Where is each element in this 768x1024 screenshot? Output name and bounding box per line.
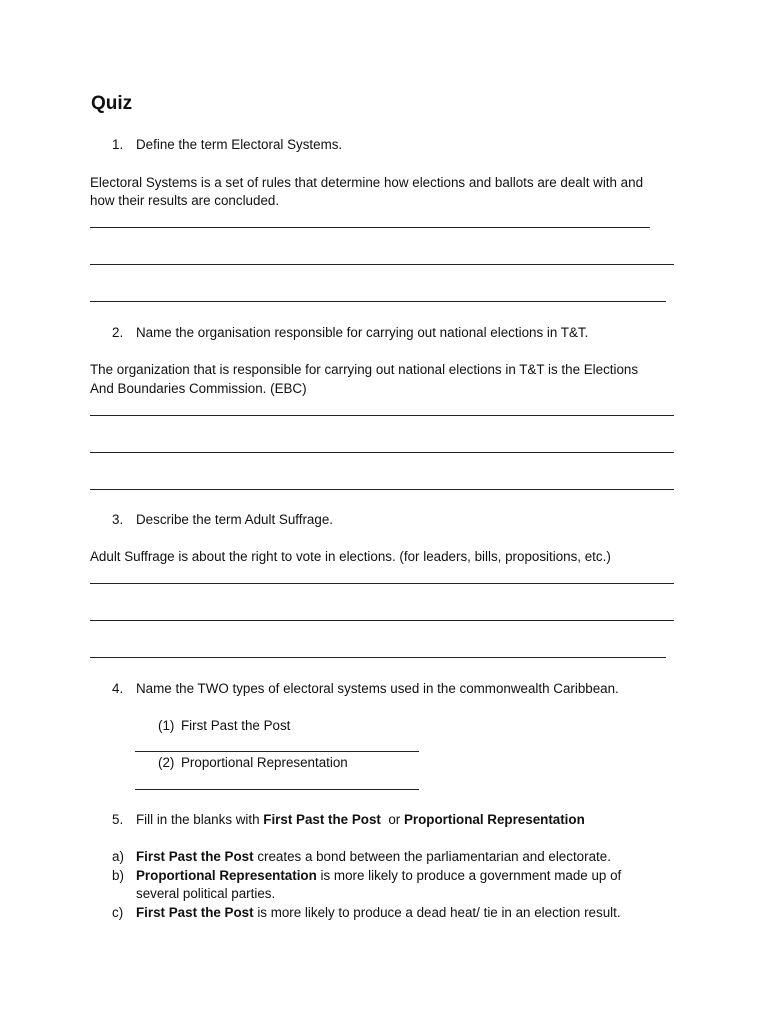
- sub-answer-b-continued: several political parties.: [136, 886, 276, 901]
- answer-1-line-2: how their results are concluded.: [90, 193, 280, 208]
- sub-answer-a: [136, 848, 611, 867]
- question-5-option-1: First Past the Post: [263, 812, 381, 827]
- sub-answer-label-c: c): [112, 905, 124, 920]
- question-number-2: 2.: [112, 325, 124, 340]
- list-item-2-text: Proportional Representation: [181, 755, 348, 770]
- answer-blank-line: [90, 620, 674, 621]
- answer-2-line-1: The organization that is responsible for carrying out national elections in T&T is the Elections: [90, 362, 639, 377]
- answer-blank-line: [90, 657, 666, 658]
- list-item-number-1: (1): [158, 718, 175, 733]
- question-number-1: 1.: [112, 137, 124, 152]
- answer-blank-line: [90, 452, 674, 453]
- question-5-option-2: Proportional Representation: [403, 812, 585, 827]
- sub-answer-c: [136, 904, 621, 923]
- question-number-5: 5.: [112, 812, 124, 827]
- sub-answer-c-bold: First Past the Post: [136, 905, 254, 920]
- answer-3-line-1: Adult Suffrage is about the right to vote in elections. (for leaders, bills, propositions, etc.): [90, 549, 611, 564]
- sub-answer-label-b: b): [112, 868, 124, 883]
- list-item-1-text: First Past the Post: [181, 718, 291, 733]
- question-5-prefix: Fill in the blanks with: [136, 812, 260, 827]
- question-number-4: 4.: [112, 681, 124, 696]
- question-number-3: 3.: [112, 512, 124, 527]
- answer-blank-line: [90, 301, 666, 302]
- answer-blank-line: [90, 227, 650, 228]
- answer-blank-line: [90, 583, 674, 584]
- list-item-number-2: (2): [158, 755, 175, 770]
- question-5-text: [136, 811, 585, 830]
- sub-answer-a-bold: First Past the Post: [136, 849, 254, 864]
- answer-blank-line: [90, 264, 674, 265]
- question-1-text: Define the term Electoral Systems.: [136, 137, 343, 152]
- question-5-joiner: or: [388, 812, 401, 827]
- answer-blank-line: [90, 415, 674, 416]
- answer-blank-line: [90, 489, 674, 490]
- answer-2-line-2: And Boundaries Commission. (EBC): [90, 381, 307, 396]
- question-4-text: Name the TWO types of electoral systems used in the commonwealth Caribbean.: [136, 681, 619, 696]
- sub-answer-b-rest: is more likely to produce a government made up of: [320, 868, 622, 883]
- answer-1-line-1: Electoral Systems is a set of rules that determine how elections and ballots are dealt with and: [90, 175, 644, 190]
- sub-answer-label-a: a): [112, 849, 124, 864]
- page-title: Quiz: [91, 93, 133, 114]
- sub-answer-b: [136, 867, 621, 886]
- question-2-text: Name the organisation responsible for carrying out national elections in T&T.: [136, 325, 589, 340]
- question-3-text: Describe the term Adult Suffrage.: [136, 512, 333, 527]
- sub-answer-a-rest: creates a bond between the parliamentarian and electorate.: [257, 849, 611, 864]
- sub-answer-c-rest: is more likely to produce a dead heat/ tie in an election result.: [257, 905, 621, 920]
- sub-answer-b-bold: Proportional Representation: [136, 868, 317, 883]
- answer-blank-line: [135, 789, 419, 790]
- answer-blank-line: [135, 751, 419, 752]
